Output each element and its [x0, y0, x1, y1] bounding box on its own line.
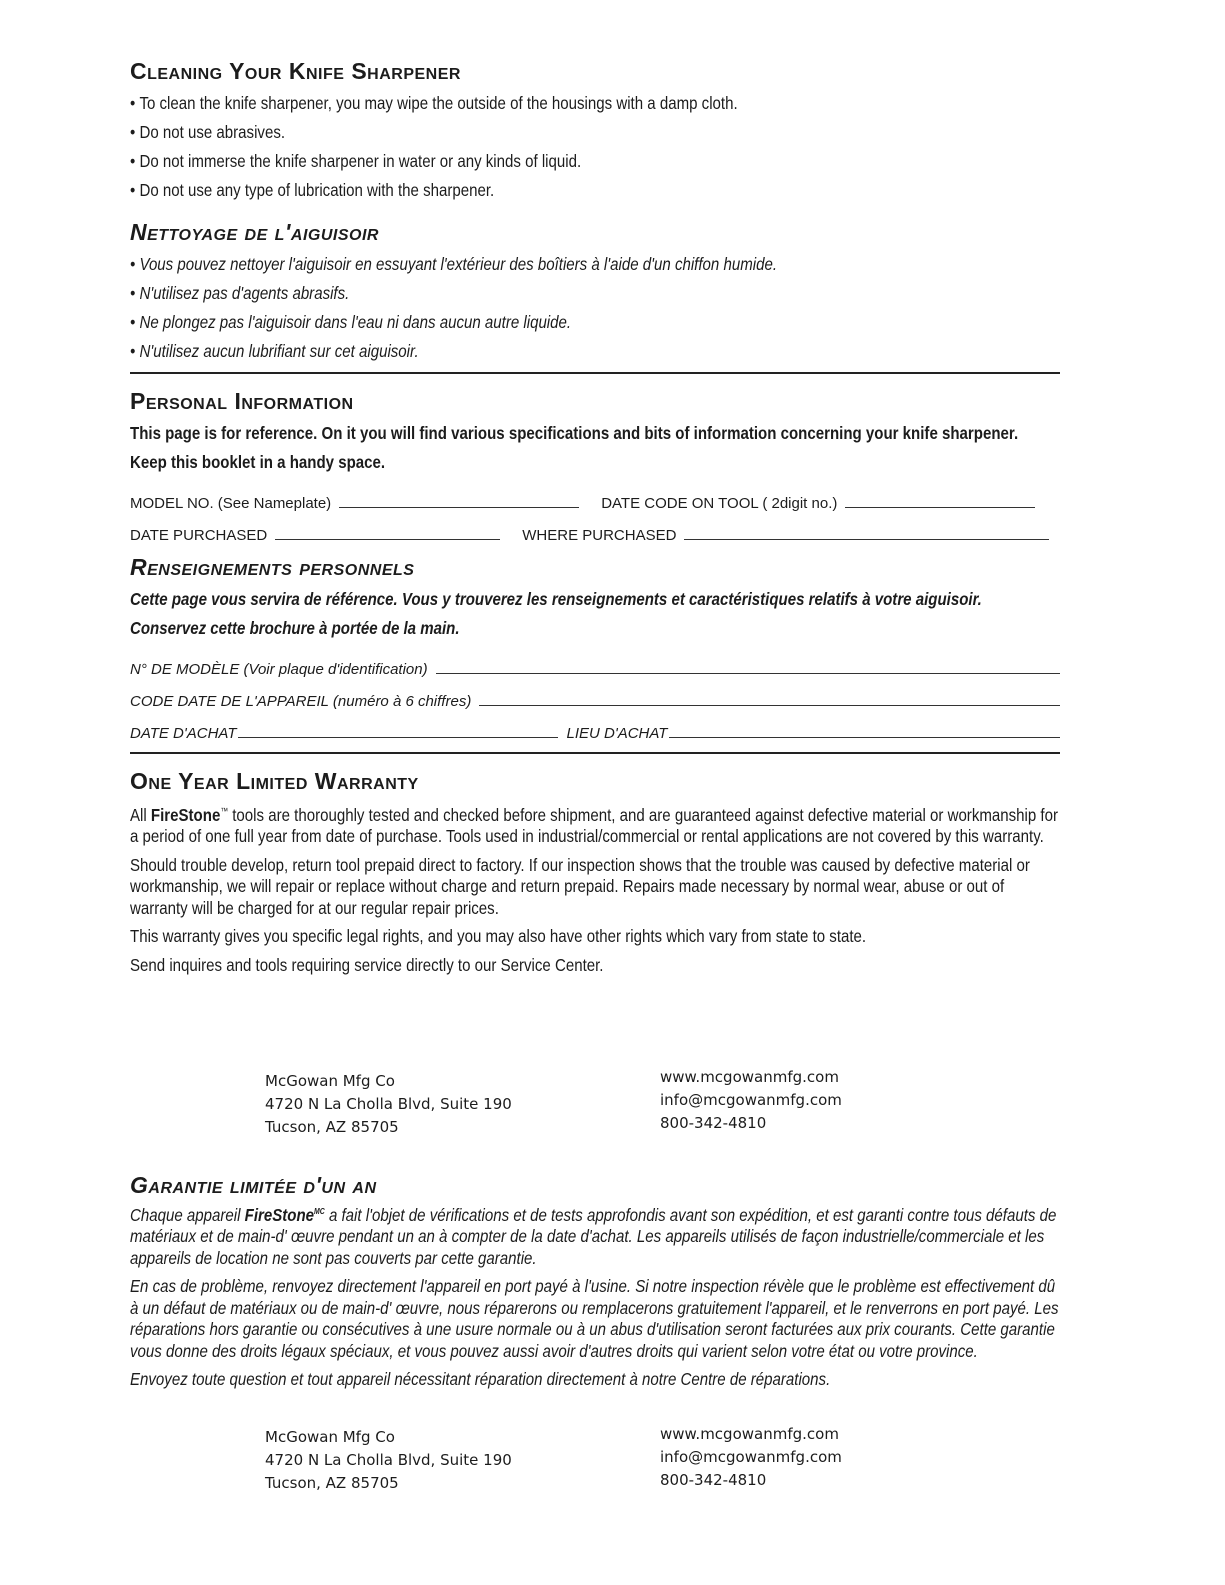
garantie-p1 — [130, 1201, 1059, 1269]
company-name: McGowan Mfg Co — [265, 1428, 395, 1446]
garantie-p1-pre: Chaque appareil — [130, 1204, 245, 1225]
cleaning-list — [130, 89, 1058, 205]
nettoyage-heading: Nettoyage de l'aiguisoir — [130, 219, 379, 245]
phone-number: 800-342-4810 — [660, 1471, 767, 1489]
date-code-label: DATE CODE ON TOOL ( 2digit no.) — [601, 495, 838, 512]
brand-name: FireStone — [244, 1204, 315, 1225]
city-state-zip: Tucson, AZ 85705 — [265, 1474, 399, 1492]
modele-field[interactable] — [436, 672, 1060, 674]
warranty-p2: Should trouble develop, return tool prepaid direct to factory. If our inspection shows that the trouble was caused by defective material or workmanship, we will repair or replace without charge and return prepaid. Repairs made necessary by normal wear, abuse or out of warranty will be charged for at our regular repair prices. — [130, 854, 1030, 918]
code-date-field[interactable] — [479, 704, 1060, 706]
garantie-p2: En cas de problème, renvoyez directement l'appareil en port payé à l'usine. Si notre inspection révèle que le problème est effectivement dû à un défaut de matériaux ou de main-d' œuvre, nous réparerons ou remplacerons gratuitement l'appareil, et le renverrons en port payé. Les réparations hors garantie ou consécutives à une usure normale ou à un abus d'utilisation seront facturées aux prix courants. Cette garantie vous donne des droits légaux spéciaux, et vous pouvez aussi avoir d'autres droits qui varient selon votre état ou votre province. — [130, 1276, 1059, 1361]
achat-row — [130, 710, 1060, 742]
warranty-heading: One Year Limited Warranty — [130, 768, 419, 794]
warranty-text — [130, 801, 1058, 976]
garantie-p3: Envoyez toute question et tout appareil nécessitant réparation directement à notre Centre de réparations. — [130, 1369, 831, 1390]
email-link[interactable]: info@mcgowanmfg.com — [660, 1448, 842, 1466]
street-address: 4720 N La Cholla Blvd, Suite 190 — [265, 1095, 512, 1113]
purchase-row — [130, 512, 1060, 544]
brand-name: FireStone — [150, 804, 221, 825]
where-purchased-field[interactable] — [684, 538, 1049, 540]
modele-row — [130, 646, 1060, 678]
trademark-mark: MC — [314, 1207, 325, 1216]
date-achat-label: DATE D'ACHAT — [130, 725, 237, 742]
warranty-p1-post: tools are thoroughly tested and checked before shipment, and are guaranteed against defective material or workmanship for a period of one full year from date of purchase. Tools used in industrial/commercial or rental applications are not covered by this warranty. — [130, 804, 1058, 847]
date-purchased-label: DATE PURCHASED — [130, 527, 268, 544]
section-divider — [130, 372, 1060, 374]
personal-info-text — [130, 423, 1058, 473]
lieu-achat-label: LIEU D'ACHAT — [566, 725, 668, 742]
renseignements-keep: Conservez cette brochure à portée de la main. — [130, 617, 460, 638]
code-date-row — [130, 678, 1060, 710]
renseignements-intro: Cette page vous servira de référence. Vous y trouverez les renseignements et caractéristiques relatifs à votre aiguisoir. — [130, 589, 982, 609]
lieu-achat-field[interactable] — [669, 736, 1060, 738]
list-item: • Ne plongez pas l'aiguisoir dans l'eau ni dans aucun autre liquide. — [130, 308, 1058, 337]
garantie-heading: Garantie limitée d'un an — [130, 1172, 377, 1198]
personal-info-heading: Personal Information — [130, 388, 354, 414]
website-link[interactable]: www.mcgowanmfg.com — [660, 1068, 839, 1086]
list-item: • Vous pouvez nettoyer l'aiguisoir en essuyant l'extérieur des boîtiers à l'aide d'un chiffon humide. — [130, 250, 1058, 279]
list-item: • Do not use abrasives. — [130, 118, 1058, 147]
list-item: • To clean the knife sharpener, you may wipe the outside of the housings with a damp cloth. — [130, 89, 1058, 118]
phone-number: 800-342-4810 — [660, 1114, 767, 1132]
warranty-p1 — [130, 801, 1059, 848]
renseignements-text — [130, 589, 1058, 639]
cleaning-list-wrap — [130, 89, 1058, 205]
where-purchased-label: WHERE PURCHASED — [522, 527, 677, 544]
service-center-address-fr — [265, 1426, 512, 1495]
model-no-field[interactable] — [339, 506, 579, 508]
trademark-mark: ™ — [220, 806, 229, 816]
city-state-zip: Tucson, AZ 85705 — [265, 1118, 399, 1136]
street-address: 4720 N La Cholla Blvd, Suite 190 — [265, 1451, 512, 1469]
website-link[interactable]: www.mcgowanmfg.com — [660, 1425, 839, 1443]
list-item: • Do not immerse the knife sharpener in water or any kinds of liquid. — [130, 147, 1058, 176]
service-center-address-en — [265, 1070, 512, 1139]
date-code-field[interactable] — [845, 506, 1035, 508]
section-divider — [130, 752, 1060, 754]
model-no-label: MODEL NO. (See Nameplate) — [130, 495, 332, 512]
nettoyage-list — [130, 250, 1058, 366]
garantie-section — [130, 1172, 1060, 1398]
personal-intro: This page is for reference. On it you will find various specifications and bits of information concerning your knife sharpener. — [130, 423, 1019, 443]
company-name: McGowan Mfg Co — [265, 1072, 395, 1090]
service-center-contact-en — [660, 1066, 842, 1135]
list-item: • N'utilisez pas d'agents abrasifs. — [130, 279, 1058, 308]
garantie-p1-post: a fait l'objet de vérifications et de tests approfondis avant son expédition, et est garanti contre tous défauts de matériaux et de main-d' œuvre pendant un an à compter de la date d'achat. Les appareils utilisés de façon industrielle/commerciale et les appareils de location ne sont pas couverts par cette garantie. — [130, 1204, 1057, 1268]
warranty-p3: This warranty gives you specific legal rights, and you may also have other rights which vary from state to state. — [130, 926, 867, 947]
cleaning-heading: Cleaning Your Knife Sharpener — [130, 58, 461, 84]
warranty-p4: Send inquires and tools requiring service directly to our Service Center. — [130, 954, 604, 975]
service-center-contact-fr — [660, 1423, 842, 1492]
warranty-p1-pre: All — [130, 804, 151, 825]
date-achat-field[interactable] — [238, 736, 558, 738]
list-item: • N'utilisez aucun lubrifiant sur cet aiguisoir. — [130, 337, 1058, 366]
renseignements-heading: Renseignements personnels — [130, 554, 415, 580]
nettoyage-list-wrap — [130, 250, 1058, 366]
list-item: • Do not use any type of lubrication with the sharpener. — [130, 176, 1058, 205]
date-purchased-field[interactable] — [275, 538, 500, 540]
garantie-text — [130, 1201, 1058, 1391]
model-date-code-row — [130, 480, 1060, 512]
personal-keep: Keep this booklet in a handy space. — [130, 451, 386, 472]
manual-page — [130, 58, 1060, 983]
modele-label: N° DE MODÈLE (Voir plaque d'identification) — [130, 661, 428, 678]
code-date-label: CODE DATE DE L'APPAREIL (numéro à 6 chiffres) — [130, 693, 472, 710]
email-link[interactable]: info@mcgowanmfg.com — [660, 1091, 842, 1109]
